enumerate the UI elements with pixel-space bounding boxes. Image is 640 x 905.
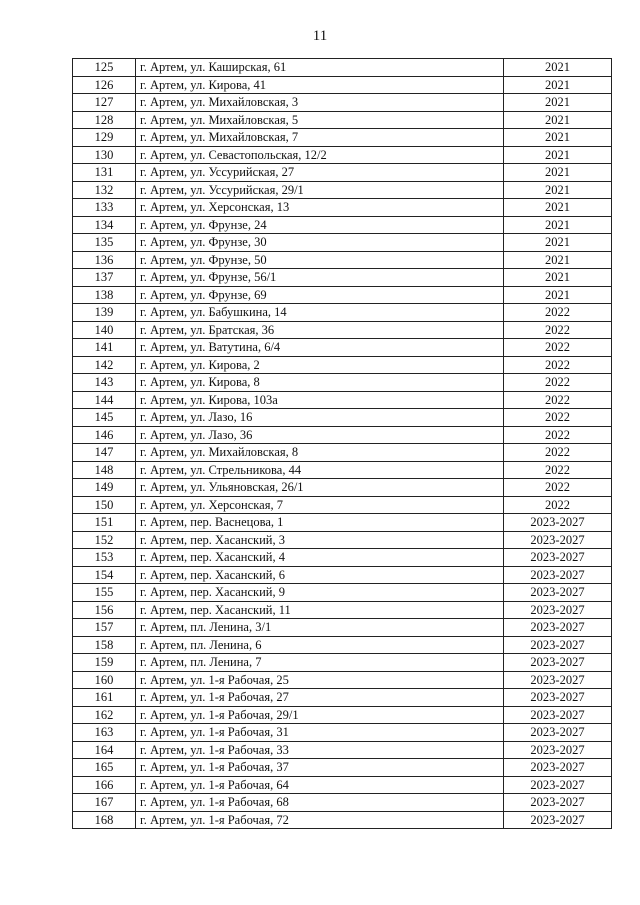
table-row [73, 689, 612, 707]
row-number-cell: 166 [73, 776, 136, 794]
address-cell: г. Артем, ул. Фрунзе, 69 [136, 286, 504, 304]
row-number-cell: 160 [73, 671, 136, 689]
year-cell: 2021 [504, 94, 612, 112]
year-cell: 2023-2027 [504, 584, 612, 602]
year-cell: 2023-2027 [504, 706, 612, 724]
row-number-cell: 142 [73, 356, 136, 374]
row-number-cell: 158 [73, 636, 136, 654]
address-cell: г. Артем, пер. Хасанский, 6 [136, 566, 504, 584]
year-cell: 2021 [504, 269, 612, 287]
row-number-cell: 168 [73, 811, 136, 829]
year-cell: 2022 [504, 409, 612, 427]
table-row [73, 234, 612, 252]
table-row [73, 566, 612, 584]
year-cell: 2022 [504, 391, 612, 409]
table-row [73, 356, 612, 374]
row-number-cell: 131 [73, 164, 136, 182]
address-cell: г. Артем, ул. 1-я Рабочая, 27 [136, 689, 504, 707]
table-row [73, 286, 612, 304]
table-row [73, 251, 612, 269]
row-number-cell: 143 [73, 374, 136, 392]
row-number-cell: 156 [73, 601, 136, 619]
table-row [73, 479, 612, 497]
address-cell: г. Артем, ул. Михайловская, 5 [136, 111, 504, 129]
year-cell: 2022 [504, 356, 612, 374]
year-cell: 2021 [504, 181, 612, 199]
table-row [73, 531, 612, 549]
row-number-cell: 151 [73, 514, 136, 532]
table-row [73, 619, 612, 637]
address-cell: г. Артем, ул. Бабушкина, 14 [136, 304, 504, 322]
row-number-cell: 128 [73, 111, 136, 129]
row-number-cell: 152 [73, 531, 136, 549]
table-row [73, 409, 612, 427]
row-number-cell: 167 [73, 794, 136, 812]
address-cell: г. Артем, пер. Хасанский, 3 [136, 531, 504, 549]
year-cell: 2021 [504, 216, 612, 234]
address-cell: г. Артем, ул. Фрунзе, 50 [136, 251, 504, 269]
table-row [73, 391, 612, 409]
year-cell: 2022 [504, 461, 612, 479]
table-row [73, 671, 612, 689]
year-cell: 2023-2027 [504, 671, 612, 689]
row-number-cell: 165 [73, 759, 136, 777]
row-number-cell: 148 [73, 461, 136, 479]
address-cell: г. Артем, ул. Фрунзе, 56/1 [136, 269, 504, 287]
address-cell: г. Артем, ул. 1-я Рабочая, 33 [136, 741, 504, 759]
table-row [73, 444, 612, 462]
row-number-cell: 137 [73, 269, 136, 287]
year-cell: 2023-2027 [504, 759, 612, 777]
address-cell: г. Артем, ул. 1-я Рабочая, 37 [136, 759, 504, 777]
year-cell: 2022 [504, 339, 612, 357]
address-cell: г. Артем, ул. Ульяновская, 26/1 [136, 479, 504, 497]
row-number-cell: 141 [73, 339, 136, 357]
year-cell: 2023-2027 [504, 566, 612, 584]
table-row [73, 724, 612, 742]
address-cell: г. Артем, пер. Васнецова, 1 [136, 514, 504, 532]
table-row [73, 269, 612, 287]
year-cell: 2021 [504, 146, 612, 164]
address-cell: г. Артем, ул. Михайловская, 3 [136, 94, 504, 112]
address-cell: г. Артем, пл. Ленина, 7 [136, 654, 504, 672]
year-cell: 2023-2027 [504, 531, 612, 549]
table-row [73, 549, 612, 567]
address-cell: г. Артем, ул. Лазо, 36 [136, 426, 504, 444]
address-cell: г. Артем, ул. 1-я Рабочая, 25 [136, 671, 504, 689]
table-row [73, 181, 612, 199]
year-cell: 2021 [504, 199, 612, 217]
year-cell: 2022 [504, 304, 612, 322]
address-cell: г. Артем, пер. Хасанский, 11 [136, 601, 504, 619]
table-row [73, 741, 612, 759]
address-cell: г. Артем, ул. 1-я Рабочая, 64 [136, 776, 504, 794]
address-cell: г. Артем, ул. Михайловская, 8 [136, 444, 504, 462]
year-cell: 2023-2027 [504, 654, 612, 672]
year-cell: 2021 [504, 164, 612, 182]
table-row [73, 496, 612, 514]
table-row [73, 794, 612, 812]
row-number-cell: 150 [73, 496, 136, 514]
year-cell: 2021 [504, 111, 612, 129]
row-number-cell: 157 [73, 619, 136, 637]
row-number-cell: 159 [73, 654, 136, 672]
address-cell: г. Артем, ул. Уссурийская, 29/1 [136, 181, 504, 199]
row-number-cell: 130 [73, 146, 136, 164]
table-row [73, 636, 612, 654]
year-cell: 2023-2027 [504, 636, 612, 654]
table-row [73, 216, 612, 234]
year-cell: 2021 [504, 59, 612, 77]
address-cell: г. Артем, пл. Ленина, 3/1 [136, 619, 504, 637]
table-row [73, 111, 612, 129]
table-row [73, 304, 612, 322]
year-cell: 2022 [504, 479, 612, 497]
address-cell: г. Артем, ул. 1-я Рабочая, 31 [136, 724, 504, 742]
row-number-cell: 126 [73, 76, 136, 94]
year-cell: 2023-2027 [504, 601, 612, 619]
address-cell: г. Артем, ул. Кирова, 8 [136, 374, 504, 392]
year-cell: 2021 [504, 286, 612, 304]
table-row [73, 146, 612, 164]
row-number-cell: 163 [73, 724, 136, 742]
year-cell: 2021 [504, 129, 612, 147]
page-number: 11 [312, 28, 328, 44]
year-cell: 2023-2027 [504, 619, 612, 637]
address-cell: г. Артем, ул. Уссурийская, 27 [136, 164, 504, 182]
table-body [73, 59, 612, 829]
table-row [73, 706, 612, 724]
row-number-cell: 132 [73, 181, 136, 199]
row-number-cell: 125 [73, 59, 136, 77]
table-row [73, 584, 612, 602]
year-cell: 2023-2027 [504, 776, 612, 794]
table-row [73, 59, 612, 77]
row-number-cell: 127 [73, 94, 136, 112]
year-cell: 2023-2027 [504, 549, 612, 567]
row-number-cell: 129 [73, 129, 136, 147]
row-number-cell: 145 [73, 409, 136, 427]
row-number-cell: 135 [73, 234, 136, 252]
year-cell: 2022 [504, 496, 612, 514]
year-cell: 2023-2027 [504, 794, 612, 812]
address-cell: г. Артем, ул. Херсонская, 13 [136, 199, 504, 217]
table-row [73, 76, 612, 94]
address-cell: г. Артем, ул. 1-я Рабочая, 72 [136, 811, 504, 829]
year-cell: 2022 [504, 444, 612, 462]
address-cell: г. Артем, ул. Стрельникова, 44 [136, 461, 504, 479]
year-cell: 2023-2027 [504, 724, 612, 742]
row-number-cell: 138 [73, 286, 136, 304]
address-cell: г. Артем, ул. Севастопольская, 12/2 [136, 146, 504, 164]
row-number-cell: 164 [73, 741, 136, 759]
table-row [73, 321, 612, 339]
address-cell: г. Артем, ул. Кирова, 41 [136, 76, 504, 94]
address-cell: г. Артем, ул. Лазо, 16 [136, 409, 504, 427]
row-number-cell: 146 [73, 426, 136, 444]
row-number-cell: 139 [73, 304, 136, 322]
year-cell: 2021 [504, 234, 612, 252]
address-cell: г. Артем, ул. Фрунзе, 24 [136, 216, 504, 234]
address-cell: г. Артем, ул. Фрунзе, 30 [136, 234, 504, 252]
address-cell: г. Артем, пл. Ленина, 6 [136, 636, 504, 654]
year-cell: 2022 [504, 374, 612, 392]
address-cell: г. Артем, ул. Братская, 36 [136, 321, 504, 339]
row-number-cell: 147 [73, 444, 136, 462]
table-row [73, 759, 612, 777]
row-number-cell: 149 [73, 479, 136, 497]
table-row [73, 514, 612, 532]
address-cell: г. Артем, ул. Кирова, 103а [136, 391, 504, 409]
table-row [73, 776, 612, 794]
address-table [72, 58, 612, 829]
row-number-cell: 153 [73, 549, 136, 567]
table-row [73, 164, 612, 182]
row-number-cell: 144 [73, 391, 136, 409]
table-row [73, 811, 612, 829]
year-cell: 2023-2027 [504, 514, 612, 532]
row-number-cell: 134 [73, 216, 136, 234]
row-number-cell: 154 [73, 566, 136, 584]
table-row [73, 339, 612, 357]
year-cell: 2022 [504, 321, 612, 339]
table-row [73, 654, 612, 672]
year-cell: 2023-2027 [504, 741, 612, 759]
address-cell: г. Артем, ул. Кирова, 2 [136, 356, 504, 374]
row-number-cell: 140 [73, 321, 136, 339]
table-row [73, 461, 612, 479]
table-row [73, 426, 612, 444]
row-number-cell: 162 [73, 706, 136, 724]
year-cell: 2021 [504, 251, 612, 269]
year-cell: 2021 [504, 76, 612, 94]
address-cell: г. Артем, ул. Херсонская, 7 [136, 496, 504, 514]
table-row [73, 199, 612, 217]
year-cell: 2023-2027 [504, 811, 612, 829]
table-row [73, 374, 612, 392]
address-cell: г. Артем, ул. Ватутина, 6/4 [136, 339, 504, 357]
row-number-cell: 133 [73, 199, 136, 217]
address-cell: г. Артем, ул. 1-я Рабочая, 68 [136, 794, 504, 812]
address-cell: г. Артем, ул. Каширская, 61 [136, 59, 504, 77]
address-cell: г. Артем, пер. Хасанский, 4 [136, 549, 504, 567]
row-number-cell: 136 [73, 251, 136, 269]
address-cell: г. Артем, пер. Хасанский, 9 [136, 584, 504, 602]
table-row [73, 94, 612, 112]
table-row [73, 601, 612, 619]
table-row [73, 129, 612, 147]
row-number-cell: 161 [73, 689, 136, 707]
address-cell: г. Артем, ул. 1-я Рабочая, 29/1 [136, 706, 504, 724]
year-cell: 2023-2027 [504, 689, 612, 707]
year-cell: 2022 [504, 426, 612, 444]
row-number-cell: 155 [73, 584, 136, 602]
address-cell: г. Артем, ул. Михайловская, 7 [136, 129, 504, 147]
